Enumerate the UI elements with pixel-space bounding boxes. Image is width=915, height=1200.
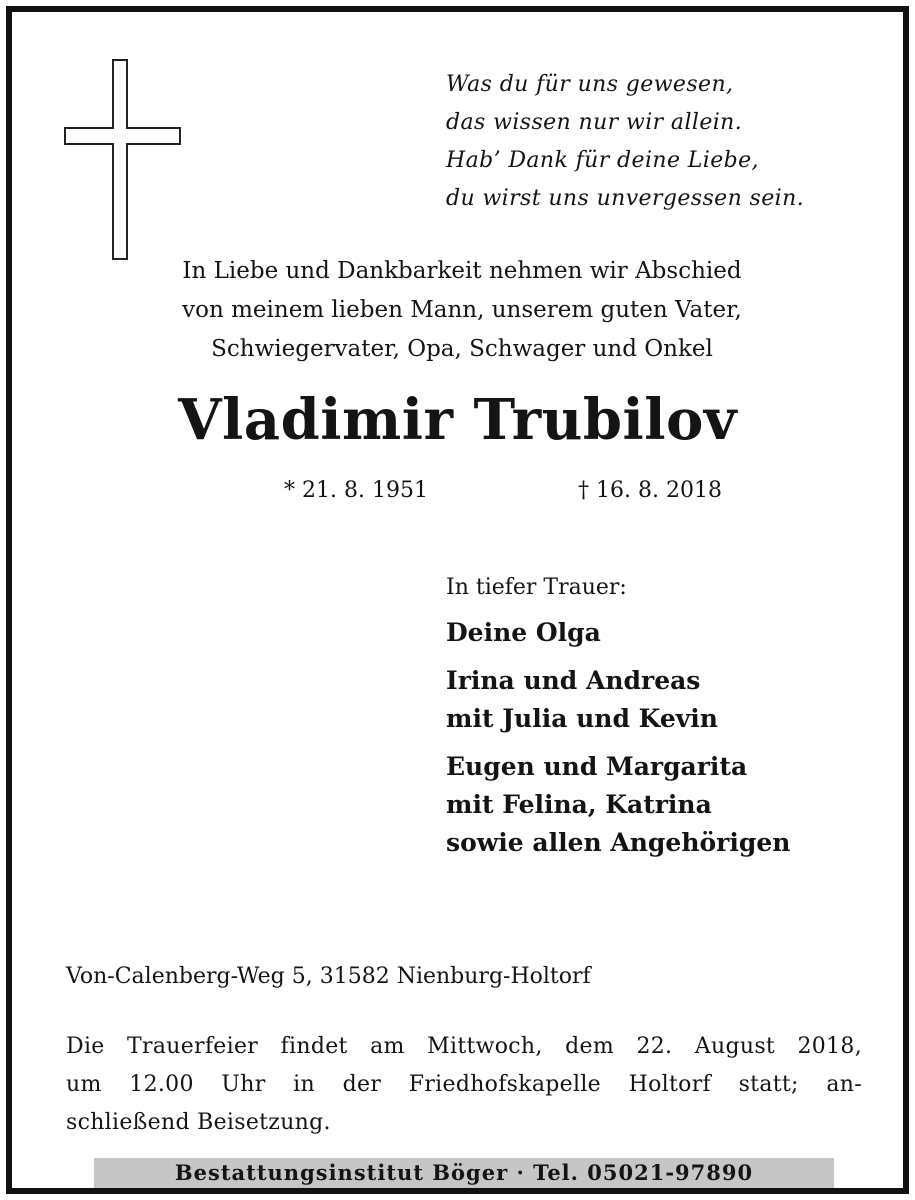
mourner-line: mit Felina, Katrina xyxy=(446,790,712,819)
mourner-line: mit Julia und Kevin xyxy=(446,704,718,733)
death-date: † 16. 8. 2018 xyxy=(578,478,722,503)
verse xyxy=(446,66,866,218)
verse-line: Hab’ Dank für deine Liebe, xyxy=(446,148,759,173)
mourners-block xyxy=(446,572,886,872)
intro-line: In Liebe und Dankbarkeit nehmen wir Abschied xyxy=(182,258,742,284)
service-line: Die Trauerfeier findet am Mittwoch, dem 22. August 2018, xyxy=(66,1034,862,1059)
intro-line: von meinem lieben Mann, unserem guten Vater, xyxy=(182,297,742,323)
address: Von-Calenberg-Weg 5, 31582 Nienburg-Holtorf xyxy=(66,964,591,989)
verse-line: das wissen nur wir allein. xyxy=(446,110,743,135)
birth-date: * 21. 8. 1951 xyxy=(284,478,428,503)
verse-line: du wirst uns unvergessen sein. xyxy=(446,186,805,211)
intro-text xyxy=(112,252,812,369)
mourner-line: Eugen und Margarita xyxy=(446,752,748,781)
mourner-group xyxy=(446,614,886,652)
obituary-notice xyxy=(6,6,909,1194)
mourner-group xyxy=(446,662,886,738)
latin-cross-outline-icon xyxy=(62,57,182,262)
verse-line: Was du für uns gewesen, xyxy=(446,72,734,97)
service-line: um 12.00 Uhr in der Friedhofskapelle Holtorf statt; an- xyxy=(66,1072,862,1097)
mourner-line: Irina und Andreas xyxy=(446,666,701,695)
service-info xyxy=(66,1028,862,1142)
mourners-lead: In tiefer Trauer: xyxy=(446,575,627,600)
funeral-home-footer: Bestattungsinstitut Böger · Tel. 05021-97890 xyxy=(94,1158,834,1188)
mourner-group xyxy=(446,748,886,862)
intro-line: Schwiegervater, Opa, Schwager und Onkel xyxy=(211,336,713,362)
deceased-name: Vladimir Trubilov xyxy=(178,387,737,453)
service-line: schließend Beisetzung. xyxy=(66,1110,331,1135)
mourner-line: sowie allen Angehörigen xyxy=(446,828,791,857)
mourner-line: Deine Olga xyxy=(446,618,601,647)
